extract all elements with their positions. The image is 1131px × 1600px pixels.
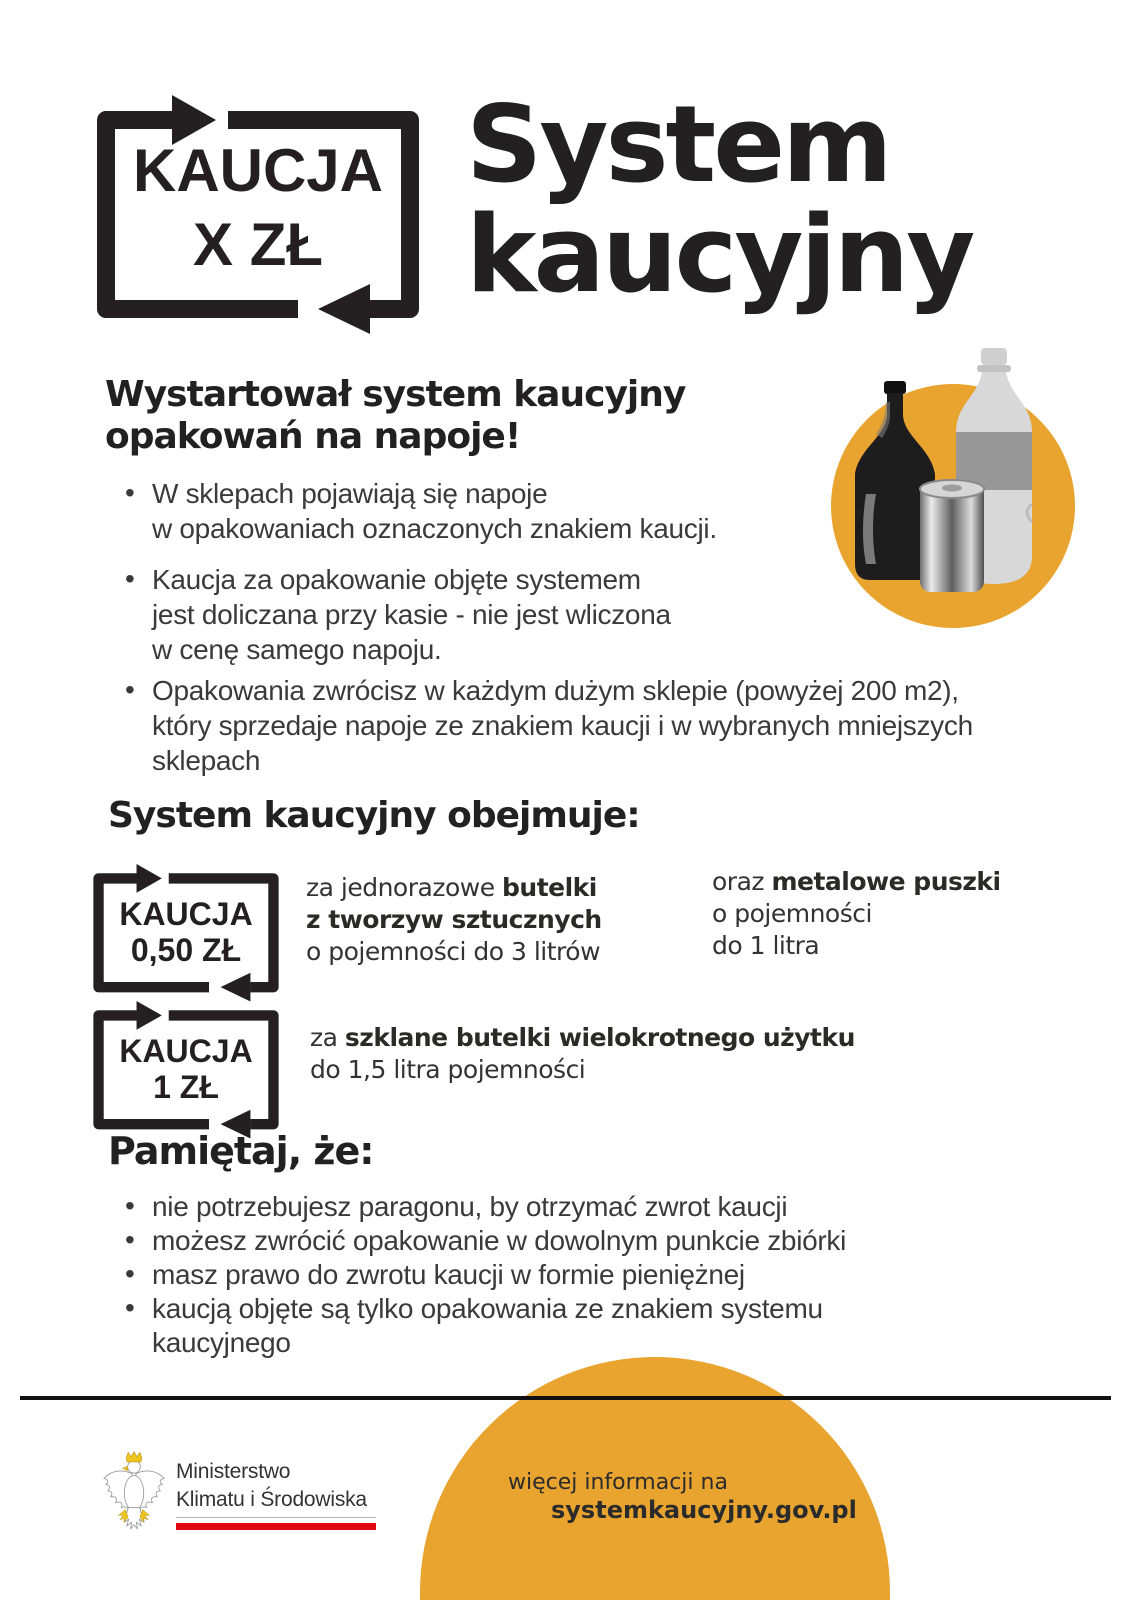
bullet-line: w opakowaniach oznaczonych znakiem kaucji.	[152, 513, 717, 544]
bullet-item	[105, 1258, 846, 1292]
metal-cans-note	[712, 866, 1001, 962]
remember-heading: Pamiętaj, że:	[108, 1129, 374, 1173]
deposit-050-line1: KAUCJA	[119, 896, 253, 932]
note-bold: z tworzyw sztucznych	[306, 905, 602, 934]
info-text: więcej informacji na	[508, 1470, 728, 1495]
bullet-item	[105, 673, 973, 778]
kaucja-logo	[88, 88, 428, 340]
poster-title-line2: kaucyjny	[466, 193, 973, 316]
bullet-marker: •	[125, 1224, 135, 1255]
note-line: o pojemności do 3 litrów	[306, 937, 601, 966]
intro-bullet-list	[105, 476, 973, 778]
intro-heading-line1: Wystartował system kaucyjny	[105, 374, 686, 415]
bullet-line: kaucyjnego	[152, 1327, 291, 1358]
bullet-line: W sklepach pojawiają się napoje	[152, 478, 548, 509]
bullet-line: w cenę samego napoju.	[152, 634, 442, 665]
bullet-line: który sprzedaje napoje ze znakiem kaucji i w wybranych mniejszych	[152, 710, 973, 741]
bullet-item	[105, 1292, 846, 1360]
remember-bullet-list	[105, 1190, 846, 1360]
note-text: za	[310, 1023, 345, 1052]
bullet-marker: •	[125, 674, 135, 705]
bullet-line: nie potrzebujesz paragonu, by otrzymać zwrot kaucji	[152, 1191, 788, 1222]
deposit-1-line2: 1 ZŁ	[153, 1069, 219, 1105]
polish-eagle-icon	[100, 1450, 168, 1538]
bullet-line: kaucją objęte są tylko opakowania ze znakiem systemu	[152, 1293, 823, 1324]
eagle-beak	[122, 1466, 127, 1470]
bullet-marker: •	[125, 563, 135, 594]
note-line	[306, 872, 602, 904]
bullet-marker: •	[125, 1258, 135, 1289]
bullet-line: sklepach	[152, 745, 261, 776]
glass-bottles-note	[310, 1022, 855, 1086]
bullet-item	[105, 476, 973, 546]
poster-title-line1: System	[466, 83, 890, 206]
intro-heading-line2: opakowań na napoje!	[105, 416, 521, 457]
bullet-line: jest doliczana przy kasie - nie jest wliczona	[152, 599, 671, 630]
bullet-line: Kaucja za opakowanie objęte systemem	[152, 564, 641, 595]
ministry-name	[176, 1458, 367, 1514]
bullet-item	[105, 1224, 846, 1258]
includes-heading: System kaucyjny obejmuje:	[108, 795, 640, 836]
note-line	[712, 866, 1001, 898]
eagle-crown	[126, 1452, 142, 1462]
bullet-line: możesz zwrócić opakowanie w dowolnym punkcie zbiórki	[152, 1225, 847, 1256]
note-line: o pojemności	[712, 899, 872, 928]
ministry-name-line2: Klimatu i Środowiska	[176, 1488, 367, 1511]
note-line: do 1,5 litra pojemności	[310, 1055, 586, 1084]
bullet-marker: •	[125, 1292, 135, 1323]
gov-url: systemkaucyjny.gov.pl	[551, 1496, 857, 1524]
deposit-050-mark	[88, 860, 284, 1005]
note-text: za jednorazowe	[306, 873, 503, 902]
note-line: do 1 litra	[712, 931, 820, 960]
bullet-line: masz prawo do zwrotu kaucji w formie pieniężnej	[152, 1259, 745, 1290]
note-line	[310, 1022, 855, 1054]
deposit-1-line1: KAUCJA	[119, 1033, 253, 1069]
flag-underline	[176, 1517, 376, 1530]
kaucja-logo-line1: KAUCJA	[132, 137, 384, 204]
bullet-marker: •	[125, 1190, 135, 1221]
note-text: oraz	[712, 867, 772, 896]
flag-red-stripe	[176, 1523, 376, 1530]
kaucja-logo-line2: X ZŁ	[193, 211, 323, 278]
note-bold: metalowe puszki	[771, 867, 1001, 896]
poster-title	[466, 83, 973, 316]
deposit-050-line2: 0,50 ZŁ	[130, 932, 242, 968]
deposit-1-mark	[88, 997, 284, 1142]
plastic-bottles-note	[306, 872, 602, 968]
ministry-name-line1: Ministerstwo	[176, 1460, 291, 1483]
intro-heading	[105, 374, 685, 458]
divider-line	[20, 1396, 1111, 1400]
bullet-item	[105, 562, 973, 667]
note-bold: butelki	[502, 873, 597, 902]
note-bold: szklane butelki wielokrotnego użytku	[344, 1023, 855, 1052]
bullet-marker: •	[125, 477, 135, 508]
bullet-line: Opakowania zwrócisz w każdym dużym sklepie (powyżej 200 m2),	[152, 675, 959, 706]
bullet-item	[105, 1190, 846, 1224]
